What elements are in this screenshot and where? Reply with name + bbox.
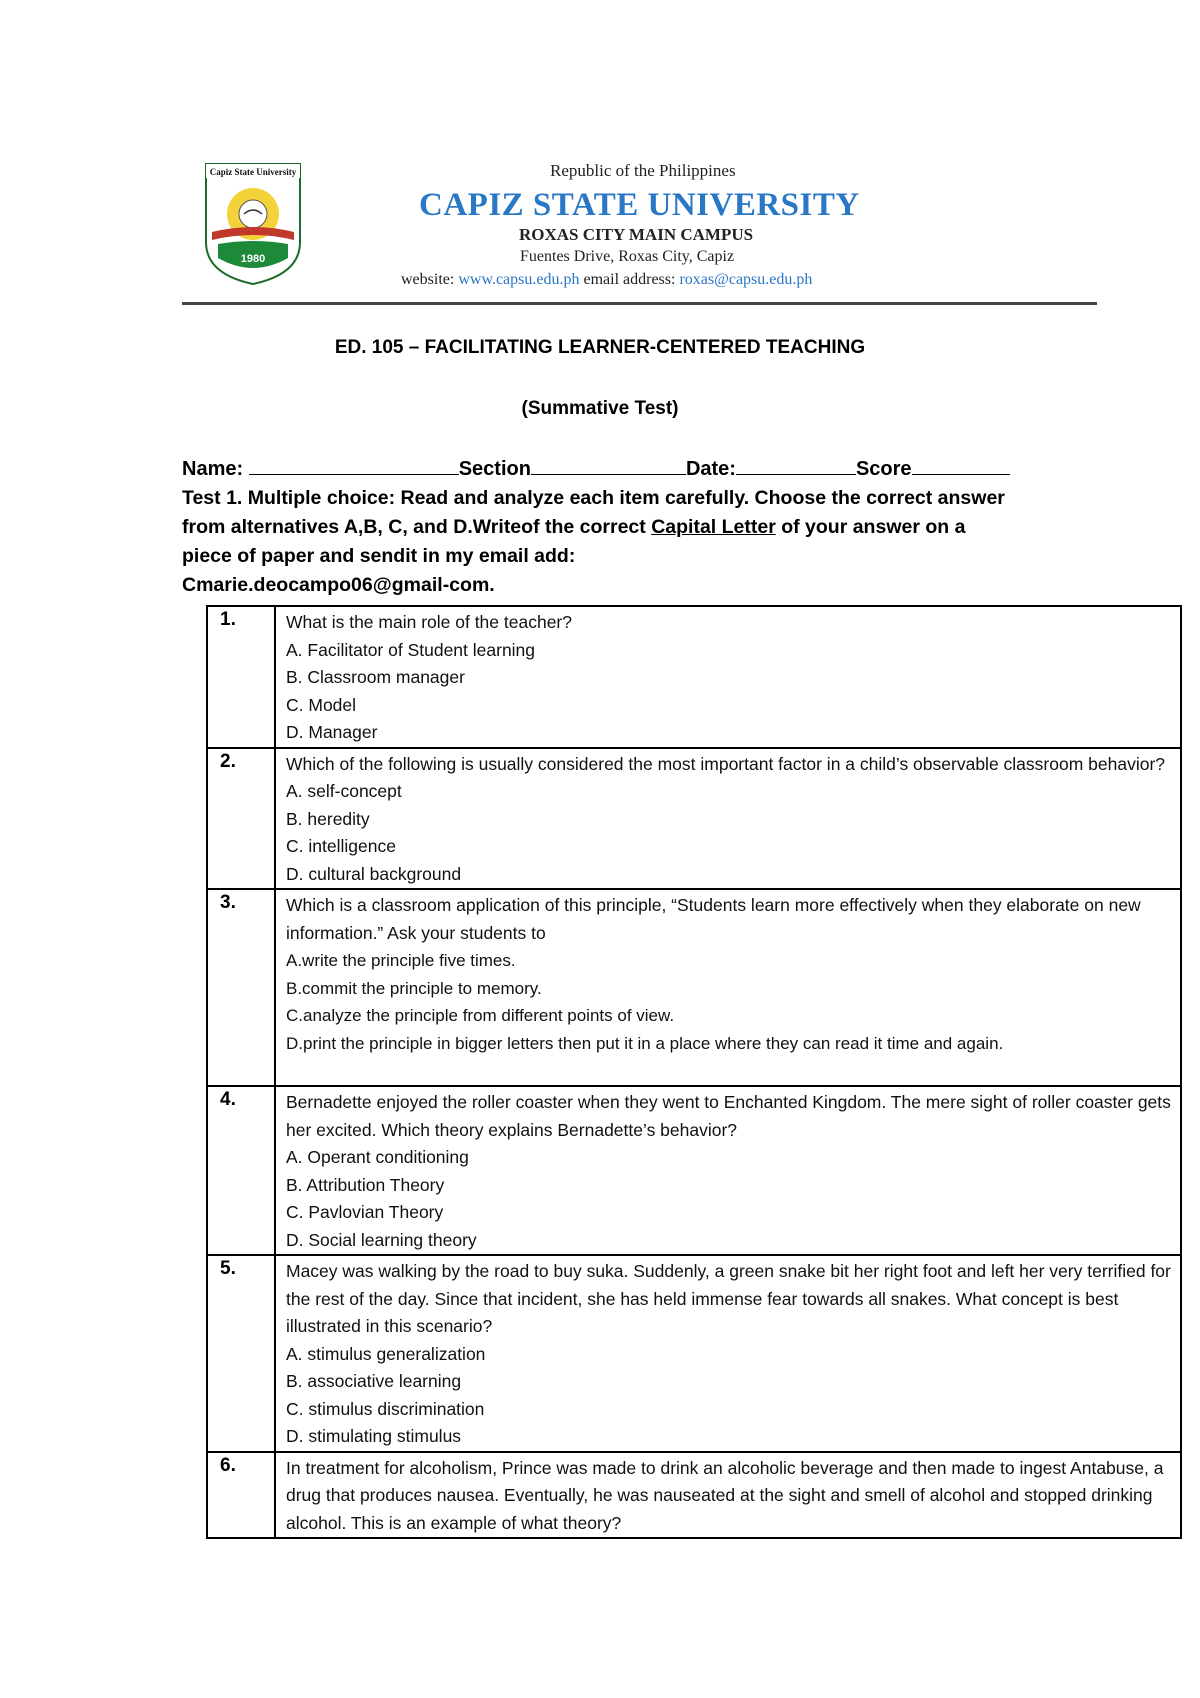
option-b: B. associative learning	[286, 1371, 462, 1391]
option-b: B.commit the principle to memory.	[286, 978, 542, 998]
course-title: ED. 105 – FACILITATING LEARNER-CENTERED TEACHING	[334, 337, 866, 358]
date-label: Date:	[685, 458, 736, 480]
option-b: B. Classroom manager	[286, 667, 465, 687]
question-body	[275, 1086, 1181, 1255]
question-row	[207, 1452, 1181, 1539]
test-subtitle: (Summative Test)	[521, 398, 679, 419]
question-number: 1.	[207, 606, 275, 748]
option-a: A. self-concept	[286, 781, 402, 801]
option-a: A.write the principle five times.	[286, 951, 516, 970]
question-body	[275, 1255, 1181, 1452]
question-body	[275, 748, 1181, 890]
option-b: B. Attribution Theory	[286, 1174, 445, 1195]
option-d: D.print the principle in bigger letters then put it in a place where they can read it time and again.	[286, 1033, 1004, 1053]
option-a: A. Operant conditioning	[286, 1147, 469, 1167]
logo-year: 1980	[240, 253, 266, 265]
questions-table	[206, 605, 1182, 1539]
campus-name: ROXAS CITY MAIN CAMPUS	[519, 225, 754, 244]
question-stem: Which is a classroom application of this principle, “Students learn more effectively when they elaborate on new information.” Ask your students to	[286, 895, 1141, 943]
section-blank[interactable]	[531, 456, 686, 475]
option-d: D. Manager	[286, 722, 378, 742]
question-number: 3.	[207, 889, 275, 1086]
option-a: A. Facilitator of Student learning	[286, 639, 536, 660]
contact-line	[401, 271, 812, 289]
student-info-line	[182, 456, 1010, 481]
email-link[interactable]: roxas@capsu.edu.ph	[679, 271, 813, 288]
website-link[interactable]: www.capsu.edu.ph	[458, 271, 580, 288]
score-label: Score	[855, 458, 912, 480]
republic-line: Republic of the Philippines	[550, 161, 736, 180]
header-divider	[182, 302, 1097, 305]
name-label: Name:	[182, 458, 244, 480]
question-number: 5.	[207, 1255, 275, 1452]
question-stem: What is the main role of the teacher?	[286, 612, 572, 632]
instructions-part1: Test 1. Multiple choice: Read and analyze each item carefully. Choose the correct answer from alternatives A,B, C, and D.Writeof the correct	[182, 487, 1005, 538]
instructions-part2: of your answer on a piece of paper and sendit in my email add:	[182, 516, 966, 567]
question-row	[207, 889, 1181, 1086]
section-label: Section	[458, 458, 531, 480]
question-row	[207, 1086, 1181, 1255]
question-body	[275, 606, 1181, 748]
option-d: D. stimulating stimulus	[286, 1426, 462, 1446]
score-blank[interactable]	[912, 456, 1010, 475]
instructions-underlined: Capital Letter	[651, 516, 776, 538]
option-c: C. intelligence	[286, 836, 396, 856]
campus-address: Fuentes Drive, Roxas City, Capiz	[520, 248, 735, 265]
option-c: C. stimulus discrimination	[286, 1398, 485, 1419]
option-c: C.analyze the principle from different points of view.	[286, 1006, 675, 1025]
question-body	[275, 1452, 1181, 1539]
instructor-email: Cmarie.deocampo06@gmail-com.	[182, 574, 495, 596]
name-blank[interactable]	[249, 456, 459, 475]
question-stem: In treatment for alcoholism, Prince was made to drink an alcoholic beverage and then made to ingest Antabuse, a drug that produces nausea. Eventually, he was nauseated at the sight and smell of alcohol and stopped drinking alcohol. This is an example of what theory?	[286, 1457, 1164, 1533]
option-c: C. Pavlovian Theory	[286, 1202, 444, 1222]
question-stem: Bernadette enjoyed the roller coaster when they went to Enchanted Kingdom. The mere sight of roller coaster gets her excited. Which theory explains Bernadette’s behavior?	[286, 1092, 1171, 1140]
university-seal-logo	[204, 162, 302, 286]
email-label: email address:	[583, 271, 676, 288]
university-name: CAPIZ STATE UNIVERSITY	[419, 187, 860, 223]
website-label: website:	[401, 271, 455, 288]
test-instructions	[182, 484, 1012, 600]
question-number: 2.	[207, 748, 275, 890]
option-a: A. stimulus generalization	[286, 1343, 486, 1364]
question-stem: Which of the following is usually considered the most important factor in a child’s observable classroom behavior?	[286, 753, 1165, 774]
question-stem: Macey was walking by the road to buy suka. Suddenly, a green snake bit her right foot and left her very terrified for the rest of the day. Since that incident, she has held immense fear towards all snakes. What concept is best illustrated in this scenario?	[286, 1261, 1171, 1336]
question-body	[275, 889, 1181, 1086]
question-row	[207, 606, 1181, 748]
option-b: B. heredity	[286, 808, 370, 829]
logo-text: Capiz State University	[209, 167, 297, 177]
option-d: D. cultural background	[286, 863, 462, 884]
option-c: C. Model	[286, 694, 357, 715]
question-number: 4.	[207, 1086, 275, 1255]
question-number: 6.	[207, 1452, 275, 1539]
letterhead	[182, 150, 1097, 302]
date-blank[interactable]	[736, 456, 856, 475]
question-row	[207, 1255, 1181, 1452]
question-row	[207, 748, 1181, 890]
option-d: D. Social learning theory	[286, 1229, 477, 1250]
